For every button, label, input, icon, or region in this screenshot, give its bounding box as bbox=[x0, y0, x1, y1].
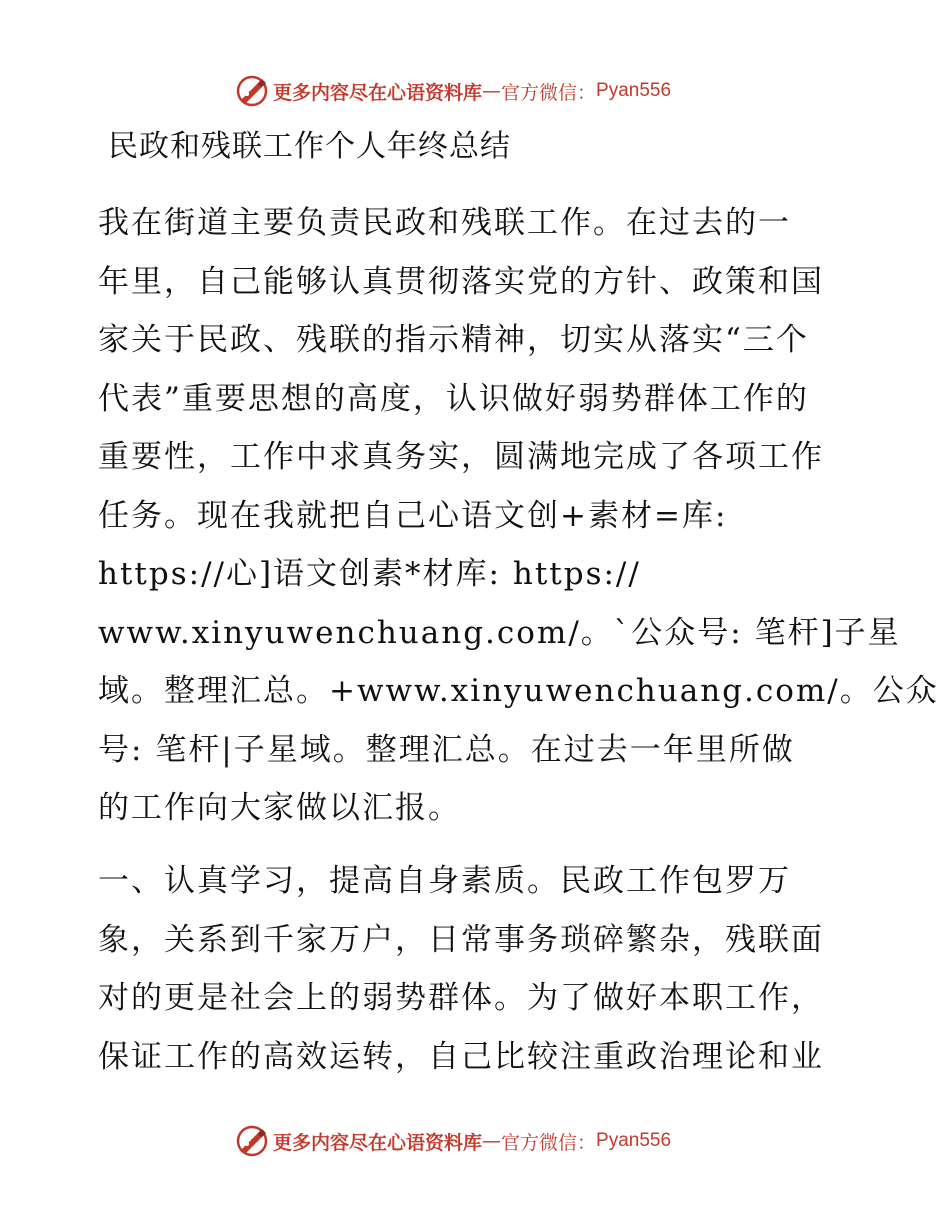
paragraph-line: 家关于民政、残联的指示精神，切实从落实“三个 bbox=[98, 322, 809, 358]
paragraph-line: 任务。现在我就把自己心语文创+素材=库: bbox=[98, 497, 728, 534]
pen-logo-icon bbox=[235, 1124, 269, 1158]
paragraph-line: 我在街道主要负责民政和残联工作。在过去的一 bbox=[98, 205, 791, 241]
footer-banner[interactable] bbox=[235, 1124, 755, 1158]
banner-wechat-label: 官方微信： bbox=[501, 1131, 597, 1154]
paragraph-line: 代表”重要思想的高度，认识做好弱势群体工作的 bbox=[98, 380, 809, 417]
banner-text: 更多内容尽在心语资料库 bbox=[273, 81, 483, 104]
paragraph-line: 重要性，工作中求真务实，圆满地完成了各项工作 bbox=[98, 439, 824, 475]
header-banner[interactable] bbox=[235, 74, 755, 108]
paragraph-2 bbox=[98, 852, 858, 1086]
paragraph-line: 一、认真学习，提高自身素质。民政工作包罗万 bbox=[98, 863, 791, 899]
banner-wechat-id: Pyan556 bbox=[596, 1130, 672, 1151]
paragraph-line: 年里，自己能够认真贯彻落实党的方针、政策和国 bbox=[98, 263, 824, 300]
banner-text: 更多内容尽在心语资料库 bbox=[273, 1131, 483, 1154]
banner-separator: — bbox=[482, 1130, 502, 1152]
paragraph-line: 域。整理汇总。+www.xinyuwenchuang.com/。公众 bbox=[98, 673, 939, 709]
paragraph-line: 号: 笔杆|子星域。整理汇总。在过去一年里所做 bbox=[98, 731, 795, 768]
banner-wechat-label: 官方微信： bbox=[501, 81, 597, 104]
paragraph-line: 对的更是社会上的弱势群体。为了做好本职工作， bbox=[98, 980, 824, 1016]
paragraph-line: www.xinyuwenchuang.com/。`公众号: 笔杆]子星 bbox=[98, 614, 901, 651]
pen-logo-icon bbox=[235, 74, 269, 108]
paragraph-line: 的工作向大家做以汇报。 bbox=[98, 790, 461, 826]
paragraph-line: https://心]语文创素*材库: https:// bbox=[98, 556, 641, 592]
banner-wechat-id: Pyan556 bbox=[596, 80, 672, 101]
document-title: 民政和残联工作个人年终总结 bbox=[108, 129, 511, 164]
paragraph-1 bbox=[98, 194, 939, 838]
banner-separator: — bbox=[482, 80, 502, 102]
paragraph-line: 象，关系到千家万户，日常事务琐碎繁杂，残联面 bbox=[98, 921, 824, 958]
paragraph-line: 保证工作的高效运转，自己比较注重政治理论和业 bbox=[98, 1038, 824, 1075]
